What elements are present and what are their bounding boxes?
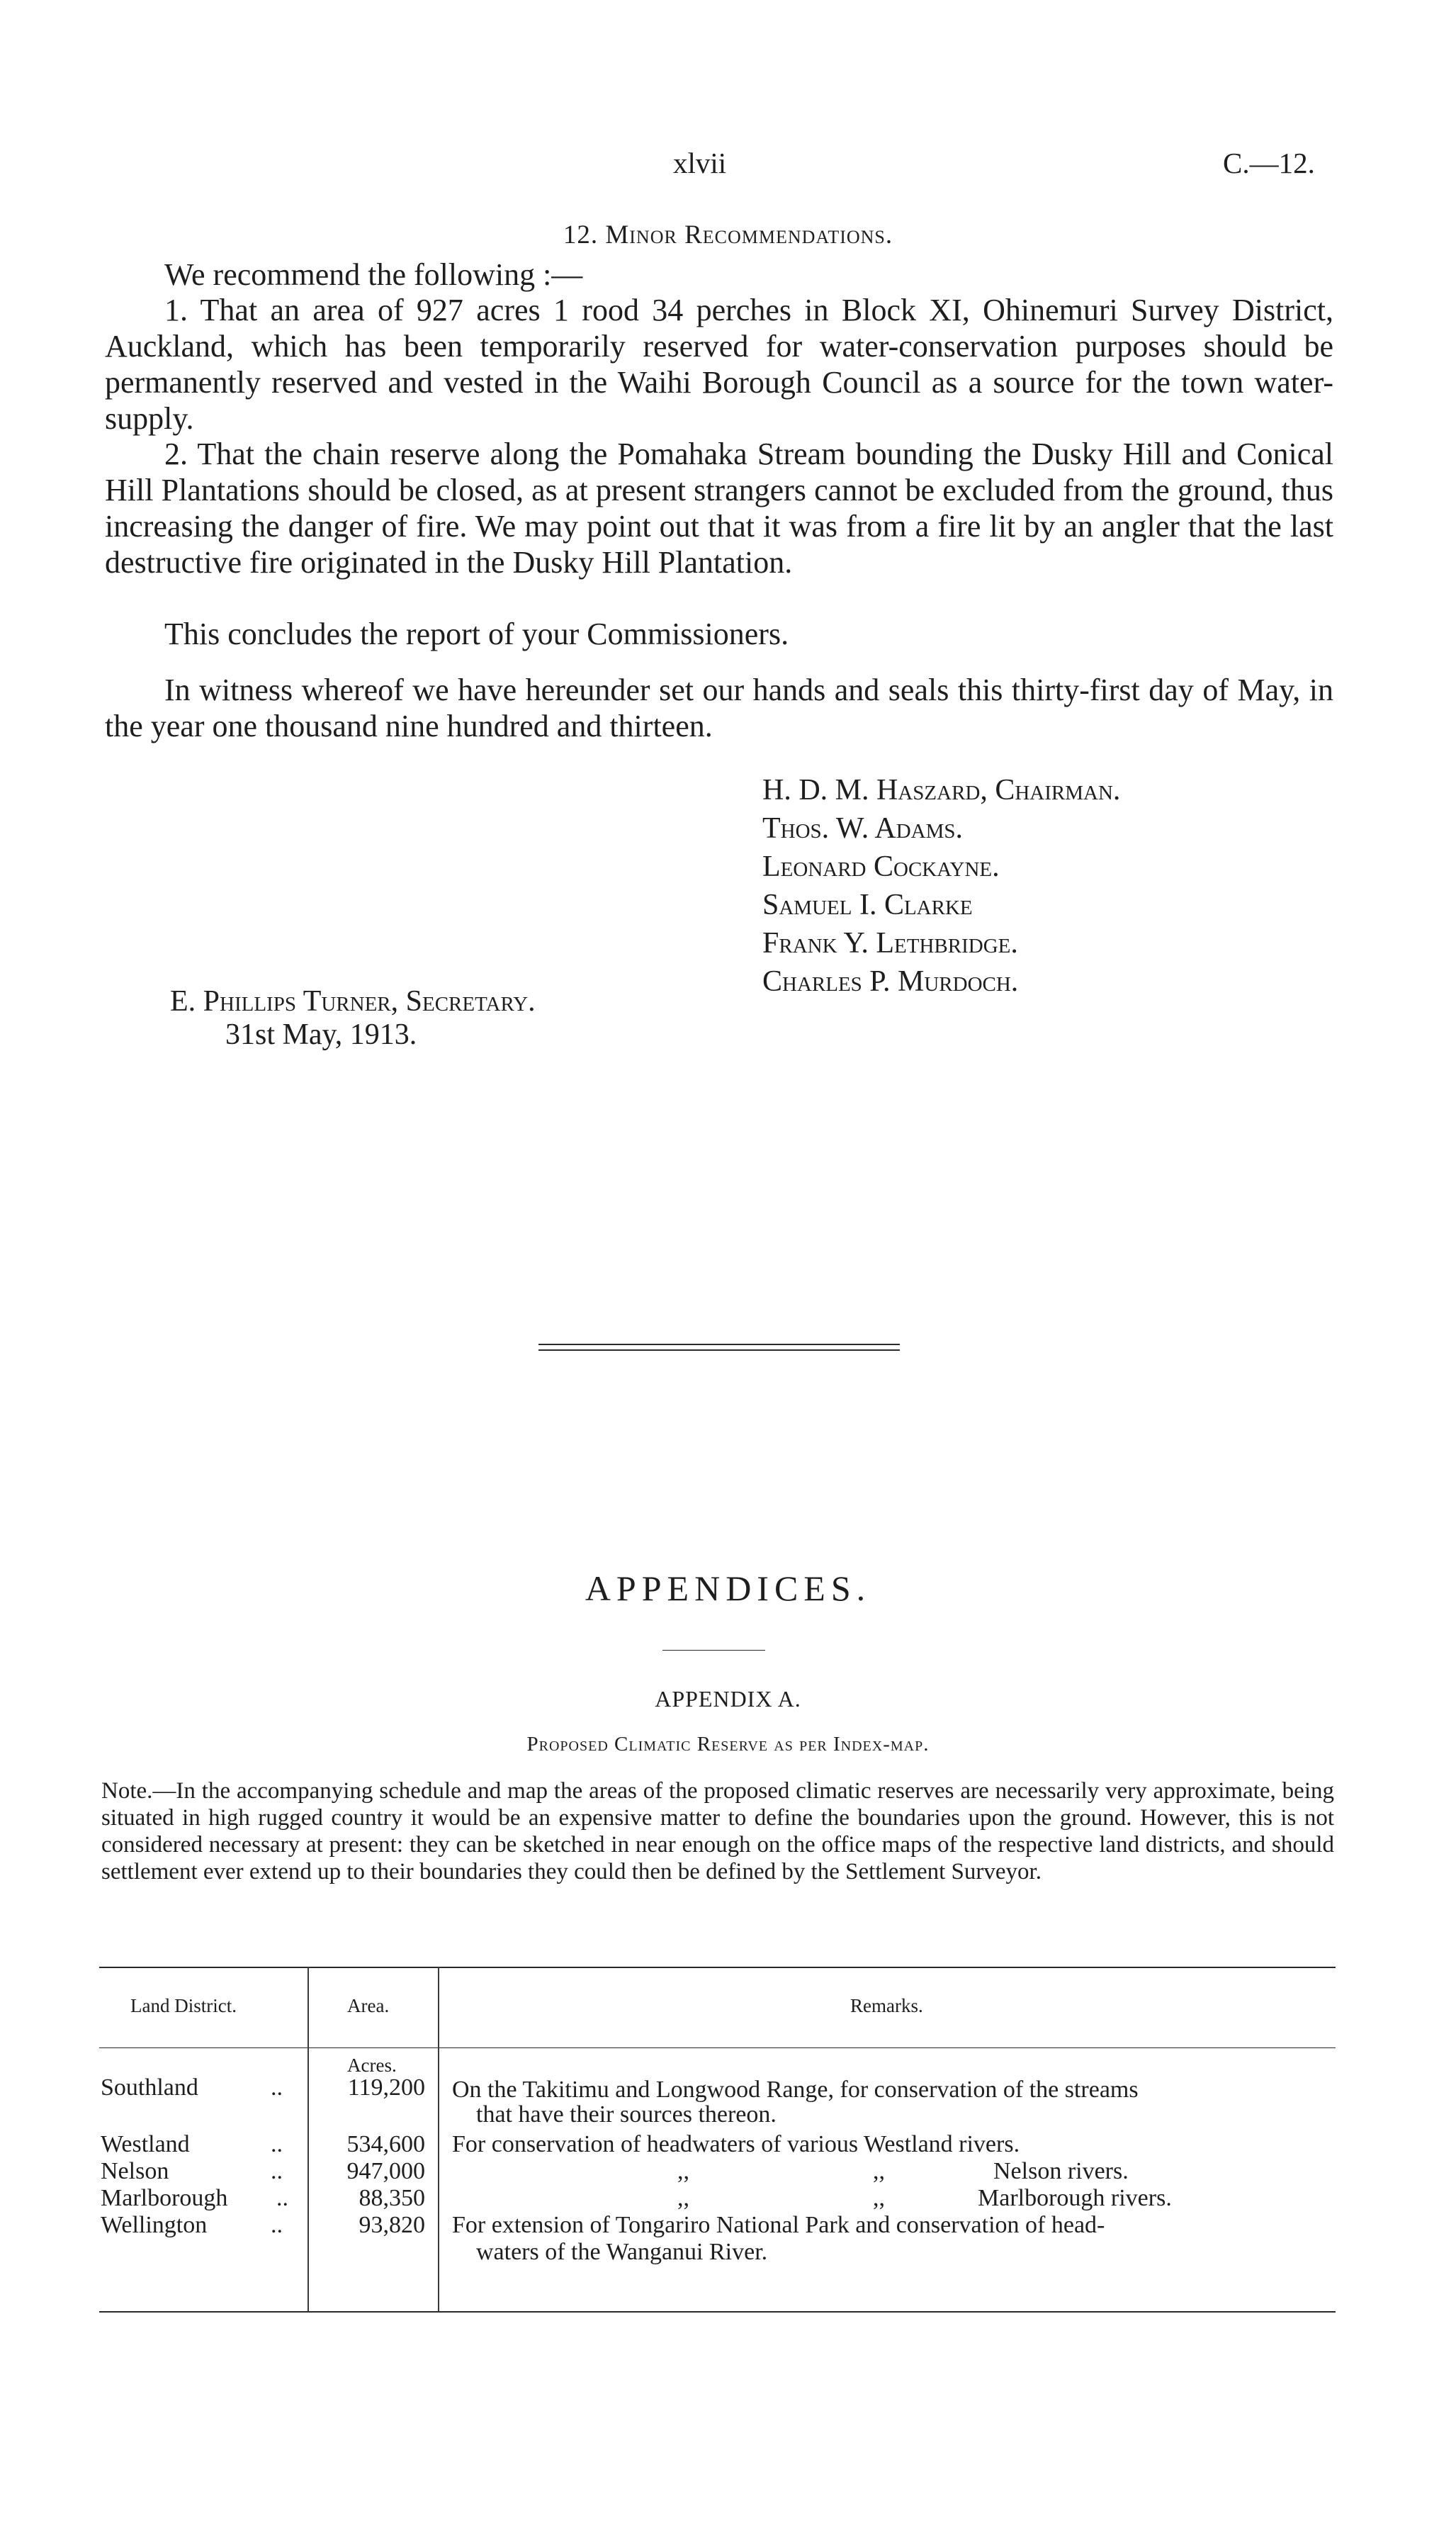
remarks-cell: On the Takitimu and Longwood Range, for conservation of the streams [452, 2077, 1139, 2103]
area-cell: 947,000 [346, 2158, 425, 2184]
conclusion-paragraph: This concludes the report of your Commissioners. [164, 617, 789, 651]
appendices-short-rule [662, 1650, 765, 1651]
document-reference: C.—12. [1223, 147, 1315, 179]
area-cell: 88,350 [359, 2185, 425, 2211]
remarks-cell: For conservation of headwaters of various Westland rivers. [452, 2131, 1020, 2157]
secretary-name: E. Phillips Turner, Secretary. [170, 985, 536, 1018]
double-rule-top [538, 1344, 900, 1345]
signatory: H. D. M. Haszard, Chairman. [762, 774, 1121, 807]
signatory: Leonard Cockayne. [762, 850, 1000, 883]
district-cell: Westland [101, 2131, 190, 2157]
report-date: 31st May, 1913. [225, 1018, 417, 1051]
column-divider [307, 1967, 309, 2311]
district-cell: Nelson [101, 2158, 169, 2184]
district-cell: Marlborough [101, 2185, 228, 2211]
signatories-block [762, 771, 1120, 1001]
leader-dots: .. [271, 2158, 283, 2184]
header-area: Area. [347, 1995, 390, 2016]
appendix-a-title: APPENDIX A. [655, 1686, 801, 1712]
area-unit-label: Acres. [347, 2055, 397, 2076]
leader-dots: .. [271, 2074, 283, 2101]
header-land-district: Land District. [130, 1995, 237, 2016]
column-divider [438, 1967, 439, 2311]
signatory: Thos. W. Adams. [762, 812, 964, 845]
district-cell: Wellington [101, 2212, 208, 2238]
intro-paragraph: We recommend the following :— [164, 257, 583, 292]
area-cell: 119,200 [347, 2074, 425, 2101]
recommendation-1: 1. That an area of 927 acres 1 rood 34 perches in Block XI, Ohinemuri Survey District, Auckland, which has been temporarily reserved for water-conservation purposes should be permanently reserved and vested in the Waihi Borough Council as a source for the town water-supply. [105, 293, 1333, 436]
leader-dots: .. [271, 2212, 283, 2238]
signatory: Samuel I. Clarke [762, 889, 973, 921]
remarks-cell: For extension of Tongariro National Park and conservation of head- [452, 2212, 1105, 2238]
double-rule-bottom [538, 1349, 900, 1351]
witness-paragraph: In witness whereof we have hereunder set our hands and seals this thirty-first day of May, in the year one thousand nine hundred and thirteen. [105, 673, 1333, 743]
header-remarks: Remarks. [850, 1995, 923, 2016]
reserve-schedule-table [99, 1967, 1336, 2335]
ditto-mark: ,, [873, 2158, 885, 2184]
table-header-rule [99, 2047, 1336, 2048]
remarks-continuation: that have their sources thereon. [476, 2101, 777, 2128]
table-bottom-rule [99, 2311, 1336, 2313]
area-cell: 93,820 [359, 2212, 425, 2238]
ditto-mark: ,, [677, 2158, 689, 2184]
page-number: xlvii [673, 147, 727, 179]
appendix-note: Note.—In the accompanying schedule and map the areas of the proposed climatic reserves are necessarily very approximate, being situated in high rugged country it would be an expensive matter to define the boundaries upon the ground. However, this is not considered necessary at present: they can be sketched in near enough on the office maps of the respective land districts, and should settlement ever extend up to their boundaries they could then be defined by the Settlement Surveyor. [101, 1778, 1334, 1884]
signatory: Frank Y. Lethbridge. [762, 927, 1018, 960]
area-cell: 534,600 [346, 2131, 425, 2157]
leader-dots: .. [271, 2131, 283, 2157]
ditto-mark: ,, [873, 2185, 885, 2211]
leader-dots: .. [276, 2185, 288, 2211]
ditto-mark: ,, [677, 2185, 689, 2211]
signatory: Charles P. Murdoch. [762, 965, 1019, 998]
remarks-cell: Marlborough rivers. [978, 2185, 1172, 2211]
district-cell: Southland [101, 2074, 198, 2101]
remarks-continuation: waters of the Wanganui River. [476, 2239, 768, 2265]
recommendation-2: 2. That the chain reserve along the Pomahaka Stream bounding the Dusky Hill and Conical Hill Plantations should be closed, as at present strangers cannot be excluded from the ground, thus increasing the danger of fire. We may point out that it was from a fire lit by an angler that the last destructive fire originated in the Dusky Hill Plantation. [105, 437, 1333, 580]
section-heading: 12. Minor Recommendations. [563, 220, 893, 249]
appendix-a-subtitle: Proposed Climatic Reserve as per Index-map. [526, 1733, 930, 1755]
remarks-cell: Nelson rivers. [993, 2158, 1129, 2184]
table-top-rule [99, 1967, 1336, 1968]
appendices-heading: APPENDICES. [585, 1568, 871, 1608]
